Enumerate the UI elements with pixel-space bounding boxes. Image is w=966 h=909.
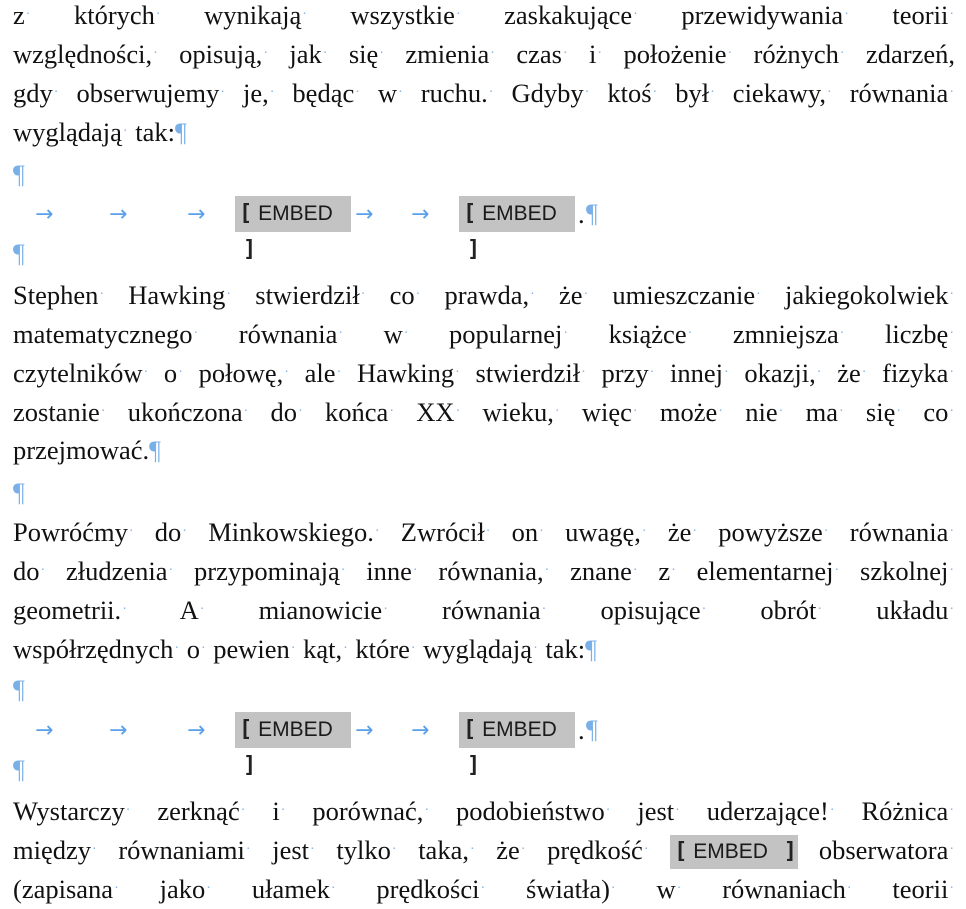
space-marker: · [220,85,225,100]
tab-arrow-icon: → [187,718,206,743]
space-marker: · [100,404,106,419]
space-marker: · [949,803,954,818]
space-marker: · [199,602,205,617]
space-marker: · [632,563,638,578]
space-marker: · [827,85,832,100]
text-line: współrzędnych· o· pewien· kąt,· które· wyglądają· tak:¶ [13,634,597,664]
space-marker: · [530,287,535,302]
paragraph-1 [13,0,955,151]
space-marker: · [652,85,658,100]
space-marker: · [563,326,569,341]
embed-field[interactable] [235,712,351,778]
space-marker: · [122,602,127,617]
space-marker: · [25,7,31,22]
space-marker: · [99,287,105,302]
embed-label: EMBED [693,840,768,863]
space-marker: · [243,404,249,419]
space-marker: · [839,326,845,341]
space-marker: · [322,46,328,61]
space-marker: · [263,46,269,61]
space-marker: · [632,404,638,419]
tab-arrow-icon: → [411,718,430,743]
field-brace-close: ] [243,237,257,262]
space-marker: · [40,563,46,578]
field-brace-close: ] [467,237,481,262]
space-marker: · [374,524,380,539]
space-marker: · [360,287,366,302]
space-marker: · [597,46,603,61]
space-marker: · [128,524,134,539]
space-marker: · [823,524,829,539]
space-marker: · [861,365,867,380]
space-marker: · [692,524,698,539]
text-line: Wystarczy· zerknąć· i· porównać,· podobieństwo· jest· uderzające!· Różnica· [13,796,954,826]
text-line: do· złudzenia· przypominają· inne· równania,· znane· z· elementarnej· szkolnej· [13,556,955,586]
space-marker: · [398,85,403,100]
pilcrow-icon: ¶ [13,675,25,704]
space-marker: · [206,881,211,896]
space-marker: · [584,85,590,100]
space-marker: · [424,803,430,818]
space-marker: · [280,803,286,818]
pilcrow-icon: ¶ [585,635,597,664]
field-brace-open: [ [674,839,688,864]
space-marker: · [949,365,955,380]
space-marker: · [174,641,180,656]
space-marker: · [756,287,761,302]
pilcrow-icon: ¶ [13,160,25,189]
space-marker: · [949,842,954,857]
equation-line-1 [13,196,953,262]
space-marker: · [330,881,336,896]
space-marker: · [949,7,954,22]
field-brace-close: ] [783,839,798,864]
space-marker: · [53,85,59,100]
period: . [578,199,585,229]
field-brace-open: [ [239,201,253,226]
embed-field[interactable] [459,712,575,778]
space-marker: · [469,842,475,857]
space-marker: · [671,563,676,578]
space-marker: · [455,365,460,380]
space-marker: · [610,881,616,896]
space-marker: · [533,641,538,656]
embed-field[interactable] [459,196,575,262]
space-marker: · [544,563,550,578]
text-line: gdy· obserwujemy· je,· będąc· w· ruchu.· Gdyby· ktoś· był· ciekawy,· równania· [13,78,954,108]
space-marker: · [240,803,246,818]
space-marker: · [200,641,206,656]
space-marker: · [675,803,680,818]
space-marker: · [949,602,955,617]
pilcrow-icon: ¶ [586,199,598,228]
space-marker: · [816,365,822,380]
space-marker: · [383,602,388,617]
space-marker: · [389,404,394,419]
space-marker: · [455,404,461,419]
pilcrow-icon: ¶ [586,715,598,744]
tab-arrow-icon: → [411,202,430,227]
pilcrow-icon: ¶ [174,118,187,147]
text-line: czytelników· o· połowę,· ale· Hawking· stwierdził· przy· innej· okazji,· że· fizyka· [13,358,955,388]
space-marker: · [155,7,161,22]
tab-arrow-icon: → [109,718,128,743]
space-marker: · [340,563,346,578]
space-marker: · [92,842,97,857]
space-marker: · [641,524,647,539]
space-marker: · [302,7,307,22]
text-line: z· których· wynikają· wszystkie· zaskakujące· przewidywania· teorii· [13,0,954,30]
space-marker: · [412,563,418,578]
empty-paragraph [13,473,25,512]
space-marker: · [455,7,461,22]
space-marker: · [949,404,955,419]
embed-label: EMBED [258,202,333,225]
space-marker: · [415,287,421,302]
space-marker: · [829,803,835,818]
empty-paragraph [13,750,25,789]
space-marker: · [480,881,486,896]
paragraph-4 [13,791,955,908]
space-marker: · [633,7,638,22]
embed-field[interactable] [670,835,798,869]
space-marker: · [178,365,183,380]
space-marker: · [581,365,586,380]
space-marker: · [114,881,119,896]
space-marker: · [490,46,495,61]
space-marker: · [649,365,655,380]
text-line: zostanie· ukończona· do· końca· XX· wieku,· więc· może· nie· ma· się· co· [13,397,955,427]
space-marker: · [338,326,344,341]
space-marker: · [718,404,723,419]
space-marker: · [298,404,303,419]
embed-label: EMBED [482,202,557,225]
space-marker: · [949,524,955,539]
space-marker: · [310,842,315,857]
space-marker: · [284,365,289,380]
space-marker: · [778,404,784,419]
text-line: Powróćmy· do· Minkowskiego.· Zwrócił· on· uwagę,· że· powyższe· równania· [13,517,955,547]
space-marker: · [290,641,296,656]
space-marker: · [583,287,589,302]
field-brace-close: ] [243,753,257,778]
space-marker: · [143,365,149,380]
space-marker: · [539,524,544,539]
space-marker: · [846,881,852,896]
pilcrow-icon: ¶ [13,755,25,784]
paragraph-2 [13,275,955,470]
paragraph-3 [13,512,955,668]
space-marker: · [403,326,409,341]
space-marker: · [844,7,849,22]
tab-arrow-icon: → [109,202,128,227]
space-marker: · [949,85,954,100]
tab-arrow-icon: → [35,202,54,227]
space-marker: · [355,85,360,100]
equation-line-2 [13,712,953,778]
space-marker: · [541,602,547,617]
empty-paragraph [13,670,25,709]
space-marker: · [226,287,232,302]
space-marker: · [687,326,693,341]
space-marker: · [710,85,715,100]
field-brace-open: [ [239,717,253,742]
space-marker: · [245,842,251,857]
space-marker: · [834,563,840,578]
text-line: między· równaniami· jest· tylko· taka,· że· prędkość· [ EMBED ] obserwatora· [13,830,955,869]
space-marker: · [485,524,491,539]
period: . [578,715,585,745]
text-line: względności,· opisują,· jak· się· zmienia· czas· i· położenie· różnych· zdarzeń, [13,39,955,69]
space-marker: · [727,46,733,61]
text-line: przejmować.¶ [13,435,161,465]
space-marker: · [554,404,560,419]
space-marker: · [605,803,611,818]
pilcrow-icon: ¶ [13,239,25,268]
text-line: matematycznego· równania· w· popularnej· książce· zmniejsza· liczbę· [13,319,954,349]
space-marker: · [562,46,568,61]
space-marker: · [336,365,342,380]
empty-paragraph [13,155,25,194]
space-marker: · [676,881,682,896]
space-marker: · [949,563,955,578]
tab-arrow-icon: → [187,202,206,227]
pilcrow-icon: ¶ [149,436,161,465]
space-marker: · [168,563,174,578]
text-line: geometrii.· A· mianowicie· równania· opisujące· obrót· układu· [13,595,955,625]
space-marker: · [410,641,416,656]
space-marker: · [379,46,384,61]
space-marker: · [949,881,954,896]
space-marker: · [343,641,348,656]
text-line: wyglądają· tak:¶ [13,117,187,147]
space-marker: · [488,85,494,100]
embed-label: EMBED [258,718,333,741]
embed-field[interactable] [235,196,351,262]
space-marker: · [817,602,823,617]
space-marker: · [839,46,845,61]
space-marker: · [949,287,954,302]
space-marker: · [182,524,187,539]
embed-label: EMBED [482,718,557,741]
text-line: (zapisana· jako· ułamek· prędkości· światła)· w· równaniach· teorii· [13,874,954,904]
empty-paragraph [13,234,25,273]
field-brace-close: ] [467,753,481,778]
space-marker: · [391,842,397,857]
tab-arrow-icon: → [35,718,54,743]
space-marker: · [269,85,275,100]
space-marker: · [122,124,128,139]
space-marker: · [643,842,649,857]
field-brace-open: [ [463,201,477,226]
space-marker: · [723,365,729,380]
space-marker: · [896,404,902,419]
field-brace-open: [ [463,717,477,742]
space-marker: · [701,602,707,617]
space-marker: · [153,46,158,61]
space-marker: · [949,326,954,341]
tab-arrow-icon: → [355,202,374,227]
tab-arrow-icon: → [355,718,374,743]
text-line: Stephen· Hawking· stwierdził· co· prawda,· że· umieszczanie· jakiegokolwiek· [13,280,954,310]
pilcrow-icon: ¶ [13,478,25,507]
space-marker: · [520,842,526,857]
space-marker: · [125,803,131,818]
space-marker: · [838,404,844,419]
space-marker: · [193,326,199,341]
